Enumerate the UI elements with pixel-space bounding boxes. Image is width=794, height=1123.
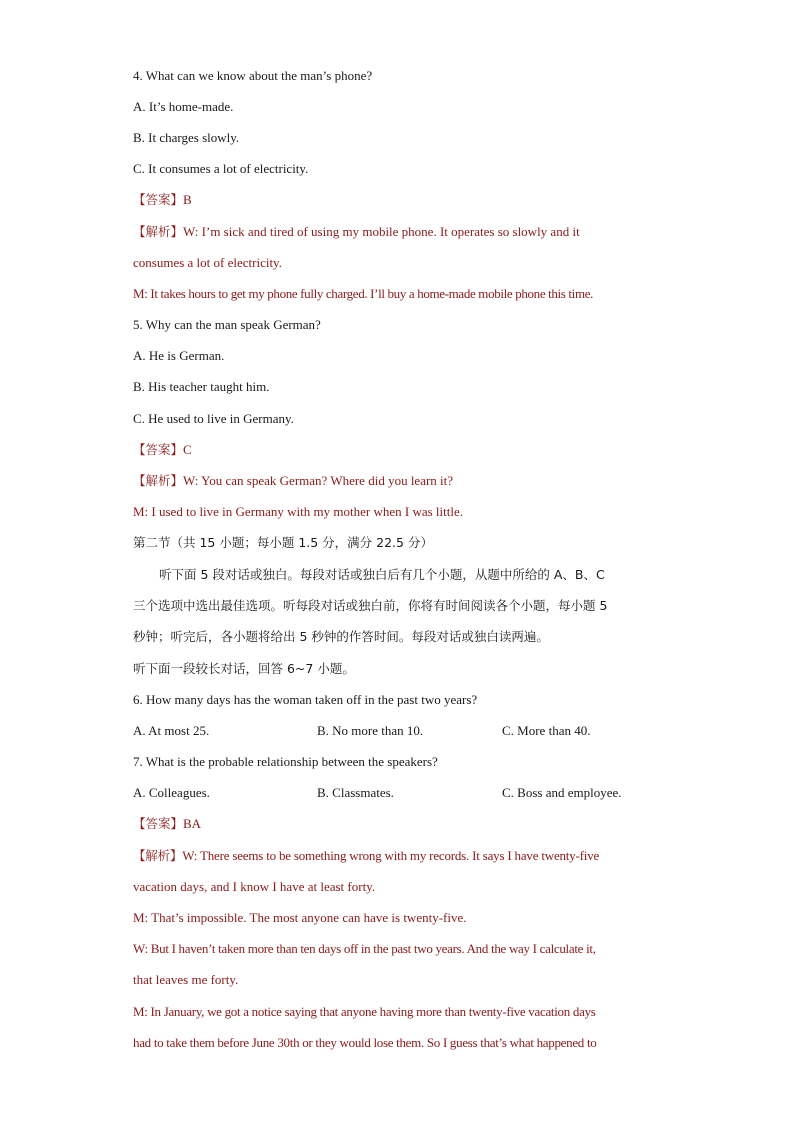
- q5-option-a: A. He is German.: [133, 348, 225, 363]
- q5-analysis-text-1: W: You can speak German? Where did you learn it?: [183, 473, 454, 488]
- section2-heading: 第二节（共 15 小题；每小题 1.5 分，满分 22.5 分）: [133, 535, 433, 550]
- q67-analysis-line-5: that leaves me forty.: [133, 972, 239, 987]
- q67-analysis-line-6: M: In January, we got a notice saying that anyone having more than twenty-five vacation days: [133, 1004, 596, 1019]
- answer-tag: 【答案】: [133, 192, 184, 207]
- analysis-tag: 【解析】: [133, 848, 183, 863]
- section2-instructions-2: 三个选项中选出最佳选项。听每段对话或独白前，你将有时间阅读各个小题，每小题 5: [133, 598, 608, 613]
- section2-instructions-3: 秒钟；听完后，各小题将给出 5 秒钟的作答时间。每段对话或独白读两遍。: [133, 629, 549, 644]
- answer-tag: 【答案】: [133, 816, 184, 831]
- q7-option-b: B. Classmates.: [317, 785, 394, 800]
- q4-analysis-line-2: consumes a lot of electricity.: [133, 255, 282, 270]
- q4-analysis-text-1: W: I’m sick and tired of using my mobile phone. It operates so slowly and it: [183, 224, 580, 239]
- q4-analysis-line-1: [133, 224, 661, 240]
- q7-question: 7. What is the probable relationship between the speakers?: [133, 754, 438, 769]
- q6-option-b: B. No more than 10.: [317, 723, 424, 738]
- q5-answer-value: C: [183, 442, 192, 457]
- answer-tag: 【答案】: [133, 442, 184, 457]
- q67-analysis-line-1: [133, 848, 661, 864]
- q4-analysis-line-3: M: It takes hours to get my phone fully charged. I’ll buy a home-made mobile phone this time.: [133, 286, 594, 301]
- section2-prompt: 听下面一段较长对话，回答 6~7 小题。: [133, 661, 355, 676]
- q4-question: 4. What can we know about the man’s phone?: [133, 68, 373, 83]
- q4-answer: [133, 192, 661, 208]
- q4-option-b: B. It charges slowly.: [133, 130, 240, 145]
- q7-option-c: C. Boss and employee.: [502, 785, 622, 800]
- q5-option-c: C. He used to live in Germany.: [133, 411, 294, 426]
- q5-analysis-line-2: M: I used to live in Germany with my mother when I was little.: [133, 504, 463, 519]
- q67-answer: [133, 816, 661, 832]
- q7-option-a: A. Colleagues.: [133, 785, 210, 800]
- section2-instructions-1: 听下面 5 段对话或独白。每段对话或独白后有几个小题，从题中所给的 A、B、C: [159, 567, 605, 582]
- q67-analysis-line-7: had to take them before June 30th or they would lose them. So I guess that’s what happened to: [133, 1035, 597, 1050]
- q67-answer-value: BA: [183, 816, 202, 831]
- q67-analysis-line-2: vacation days, and I know I have at least forty.: [133, 879, 376, 894]
- q6-option-c: C. More than 40.: [502, 723, 591, 738]
- q6-question: 6. How many days has the woman taken off in the past two years?: [133, 692, 478, 707]
- analysis-tag: 【解析】: [133, 473, 184, 488]
- q67-analysis-line-4: W: But I haven’t taken more than ten days off in the past two years. And the way I calculate it,: [133, 941, 596, 956]
- q4-answer-value: B: [183, 192, 192, 207]
- q67-analysis-line-3: M: That’s impossible. The most anyone can have is twenty-five.: [133, 910, 467, 925]
- q5-answer: [133, 442, 661, 458]
- q5-analysis-line-1: [133, 473, 661, 489]
- q67-analysis-text-1: W: There seems to be something wrong with my records. It says I have twenty-five: [182, 848, 600, 863]
- q6-option-a: A. At most 25.: [133, 723, 210, 738]
- q4-option-c: C. It consumes a lot of electricity.: [133, 161, 309, 176]
- q5-question: 5. Why can the man speak German?: [133, 317, 321, 332]
- analysis-tag: 【解析】: [133, 224, 184, 239]
- q5-option-b: B. His teacher taught him.: [133, 379, 270, 394]
- q4-option-a: A. It’s home-made.: [133, 99, 234, 114]
